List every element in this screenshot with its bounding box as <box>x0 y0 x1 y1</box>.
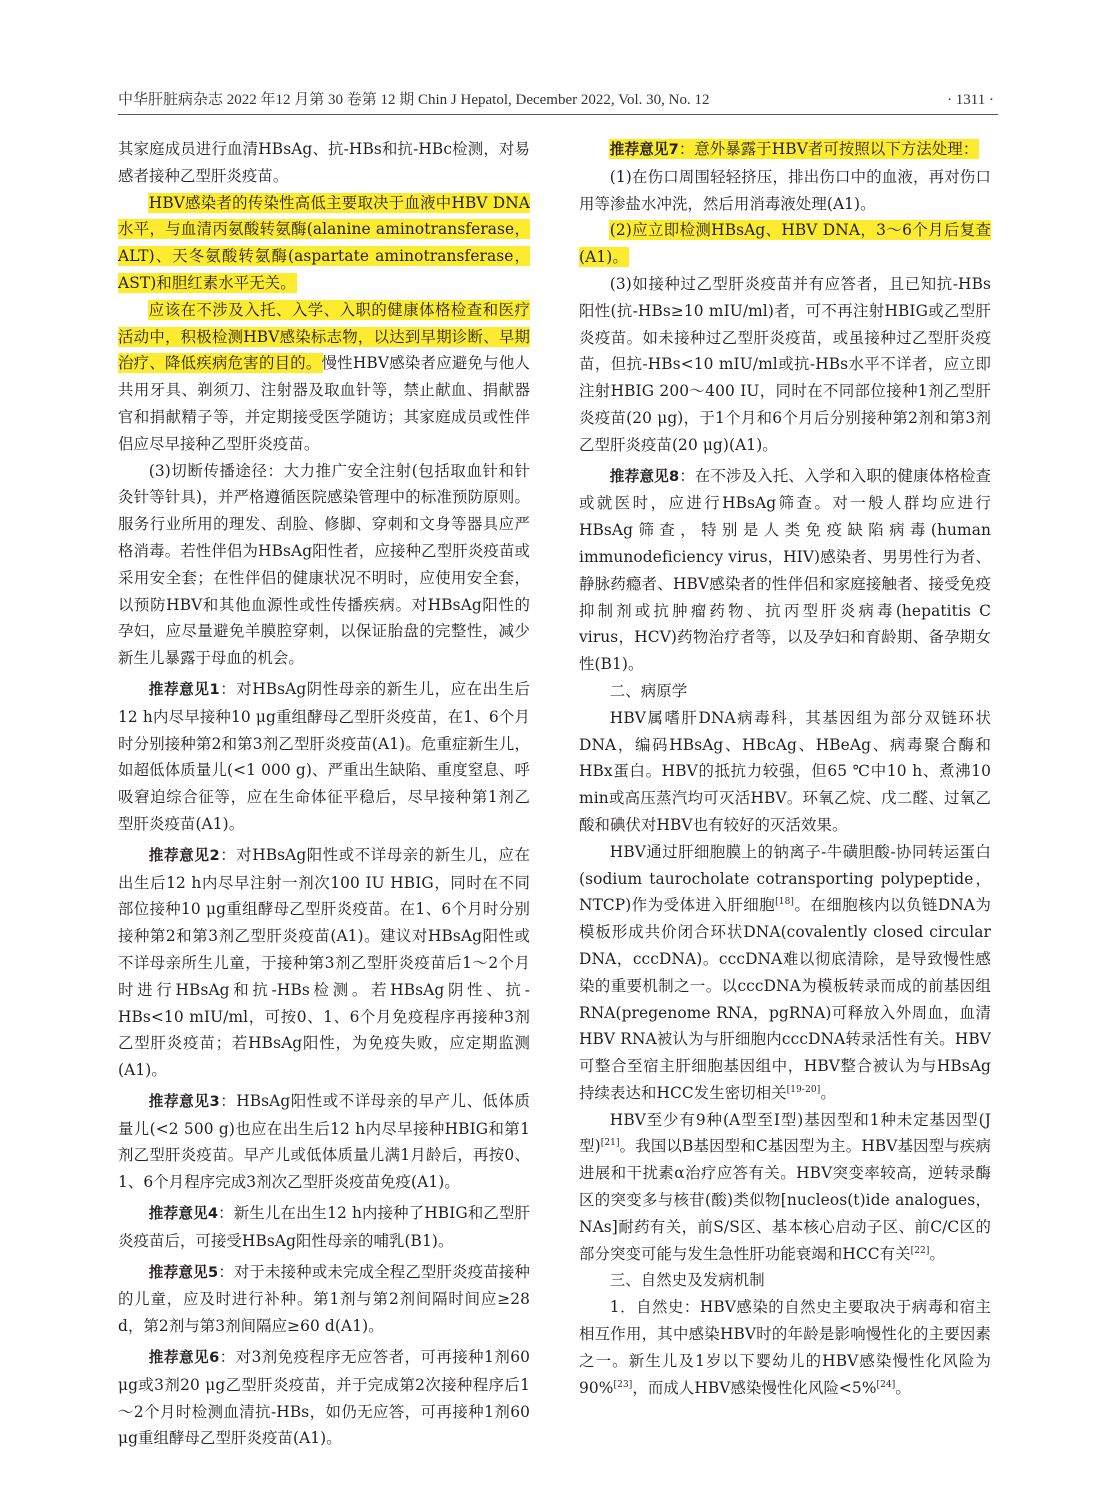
citation: [24] <box>876 1379 896 1390</box>
page-number: · 1311 · <box>947 92 994 108</box>
paragraph: HBV至少有9种(A型至I型)基因型和1种未定基因型(J型)[21]。我国以B基因型和C基因型为主。HBV基因型与疾病进展和干扰素α治疗应答有关。HBV突变率较高，逆转录酶区的突变多与核苷(酸)类似物[nucleos(t)ide analogues，NAs]耐药有关，前S/S区、基本核心启动子区、前C/C区的部分突变可能与发生急性肝功能衰竭和HCC有关[22]。 <box>579 1110 991 1263</box>
highlight: HBV感染者的传染性高低主要取决于血液中HBV DNA水平，与血清丙氨酸转氨酶(alanine aminotransferase，ALT)、天冬氨酸转氨酶(aspartate aminotransferase，AST)和胆红素水平无关。 <box>118 193 530 292</box>
paragraph: (3)切断传播途径：大力推广安全注射(包括取血针和针灸针等针具)，并严格遵循医院感染管理中的标准预防原则。服务行业所用的理发、刮脸、修脚、穿刺和文身等器具应严格消毒。若性伴侣为HBsAg阳性者，应接种乙型肝炎疫苗或采用安全套；在性伴侣的健康状况不明时，应使用安全套，以预防HBV和其他血源性或性传播疾病。对HBsAg阳性的孕妇，应尽量避免羊膜腔穿刺，以保证胎盘的完整性，减少新生儿暴露于母血的机会。 <box>118 461 530 668</box>
paragraph: (3)如接种过乙型肝炎疫苗并有应答者，且已知抗-HBs阳性(抗-HBs≥10 mIU/ml)者，可不再注射HBIG或乙型肝炎疫苗。如未接种过乙型肝炎疫苗，或虽接种过乙型肝炎疫苗，但抗-HBs<10 mIU/ml或抗-HBs水平不详者，应立即注射HBIG 200～400 IU，同时在不同部位接种1剂乙型肝炎疫苗(20 μg)，于1个月和6个月后分别接种第2剂和第3剂乙型肝炎疫苗(20 μg)(A1)。 <box>579 274 991 454</box>
recommendation-5: 推荐意见5：对于未接种或未完成全程乙型肝炎疫苗接种的儿童，应及时进行补种。第1剂与第2剂间隔时间应≥28 d，第2剂与第3剂间隔应≥60 d(A1)。 <box>118 1262 530 1336</box>
recommendation-2: 推荐意见2：对HBsAg阳性或不详母亲的新生儿，应在出生后12 h内尽早注射一剂次100 IU HBIG，同时在不同部位接种10 μg重组酵母乙型肝炎疫苗。在1、6个月时分别接种第2和第3剂乙型肝炎疫苗(A1)。建议对HBsAg阳性或不详母亲所生儿童，于接种第3剂乙型肝炎疫苗后1～2个月时进行HBsAg和抗-HBs检测。若HBsAg阴性、抗-HBs<10 mIU/ml，可按0、1、6个月免疫程序再接种3剂乙型肝炎疫苗；若HBsAg阳性，为免疫失败，应定期监测(A1)。 <box>118 845 531 1080</box>
left-column <box>118 136 530 1452</box>
recommendation-label: 推荐意见5 <box>148 1263 219 1281</box>
citation: [22] <box>910 1245 930 1256</box>
paragraph-highlighted <box>118 190 530 297</box>
paragraph: 其家庭成员进行血清HBsAg、抗-HBs和抗-HBc检测，对易感者接种乙型肝炎疫苗。 <box>118 140 530 185</box>
paragraph-highlighted <box>579 217 991 271</box>
recommendation-7 <box>579 136 991 164</box>
citation: [19-20] <box>786 1084 821 1095</box>
recommendation-label: 推荐意见7 <box>609 141 679 158</box>
citation: [23] <box>613 1379 633 1390</box>
section-heading: 二、病原学 <box>609 681 688 700</box>
recommendation-label: 推荐意见4 <box>148 1205 219 1223</box>
section-heading: 三、自然史及发病机制 <box>609 1271 765 1290</box>
recommendation-label: 推荐意见8 <box>609 467 680 485</box>
recommendation-label: 推荐意见2 <box>148 846 220 864</box>
recommendation-label: 推荐意见6 <box>148 1349 220 1367</box>
recommendation-6: 推荐意见6：对3剂免疫程序无应答者，可再接种1剂60 μg或3剂20 μg乙型肝炎疫苗，并于完成第2次接种程序后1～2个月时检测血清抗-HBs，如仍无应答，可再接种1剂60 μg重组酵母乙型肝炎疫苗(A1)。 <box>118 1348 530 1448</box>
journal-info: 中华肝脏病杂志 2022 年12 月第 30 卷第 12 期 Chin J Hepatol, December 2022, Vol. 30, No. 12 <box>118 92 710 108</box>
recommendation-label: 推荐意见3 <box>148 1092 220 1110</box>
highlight: 推荐意见7：意外暴露于HBV者可按照以下方法处理： <box>609 140 979 158</box>
paragraph: HBV通过肝细胞膜上的钠离子-牛磺胆酸-协同转运蛋白(sodium taurocholate cotransporting polypeptide，NTCP)作为受体进入肝细胞[18]。在细胞核内以负链DNA为模板形成共价闭合环状DNA(covalently closed circular DNA，cccDNA)。cccDNA难以彻底清除，是导致慢性感染的重要机制之一。以cccDNA为模板转录而成的前基因组RNA(pregenome RNA，pgRNA)可释放入外周血，血清HBV RNA被认为与肝细胞内cccDNA转录活性有关。HBV可整合至宿主肝细胞基因组中，HBV整合被认为与HBsAg持续表达和HCC发生密切相关[19-20]。 <box>579 842 991 1102</box>
paragraph: 1．自然史：HBV感染的自然史主要取决于病毒和宿主相互作用，其中感染HBV时的年龄是影响慢性化的主要因素之一。新生儿及1岁以下婴幼儿的HBV感染慢性化风险为90%[23]，而成人HBV感染慢性化风险<5%[24]。 <box>579 1298 991 1397</box>
highlight: 应该在不涉及入托、入学、入职的健康体格检查和医疗活动中，积极检测HBV感染标志物，以达到早期诊断、早期治疗、降低疾病危害的目的。 <box>118 300 530 373</box>
citation: [18] <box>775 897 795 908</box>
paragraph: 应该在不涉及入托、入学、入职的健康体格检查和医疗活动中，积极检测HBV感染标志物，以达到早期诊断、早期治疗、降低疾病危害的目的。慢性HBV感染者应避免与他人共用牙具、剃须刀、注射器及取血针等，禁止献血、捐献器官和捐献精子等，并定期接受医学随访；其家庭成员或性伴侣应尽早接种乙型肝炎疫苗。 <box>118 300 530 453</box>
highlight: (2)应立即检测HBsAg、HBV DNA，3～6个月后复查(A1)。 <box>579 221 991 267</box>
paragraph: (1)在伤口周围轻轻挤压，排出伤口中的血液，再对伤口用等渗盐水冲洗，然后用消毒液处理(A1)。 <box>579 167 991 213</box>
citation: [21] <box>600 1138 620 1149</box>
running-header <box>118 88 998 115</box>
recommendation-4: 推荐意见4：新生儿在出生12 h内接种了HBIG和乙型肝炎疫苗后，可接受HBsAg阳性母亲的哺乳(B1)。 <box>118 1204 531 1250</box>
recommendation-1: 推荐意见1：对HBsAg阴性母亲的新生儿，应在出生后12 h内尽早接种10 μg重组酵母乙型肝炎疫苗，在1、6个月时分别接种第2和第3剂乙型肝炎疫苗(A1)。危重症新生儿，如超低体质量儿(<1 000 g)、严重出生缺陷、重度窒息、呼吸窘迫综合征等，应在生命体征平稳后，尽早接种第1剂乙型肝炎疫苗(A1)。 <box>118 679 531 833</box>
recommendation-3: 推荐意见3：HBsAg阳性或不详母亲的早产儿、低体质量儿(<2 500 g)也应在出生后12 h内尽早接种HBIG和第1剂乙型肝炎疫苗。早产儿或低体质量儿满1月龄后，再按0、1、6个月程序完成3剂次乙型肝炎疫苗免疫(A1)。 <box>118 1091 531 1192</box>
right-column <box>579 136 991 1401</box>
paragraph: HBV属嗜肝DNA病毒科，其基因组为部分双链环状DNA，编码HBsAg、HBcAg、HBeAg、病毒聚合酶和HBx蛋白。HBV的抵抗力较强，但65 ℃中10 h、煮沸10 min或高压蒸汽均可灭活HBV。环氧乙烷、戊二醛、过氧乙酸和碘伏对HBV也有较好的灭活效果。 <box>579 708 991 834</box>
recommendation-label: 推荐意见1 <box>148 680 220 698</box>
recommendation-8: 推荐意见8：在不涉及入托、入学和入职的健康体格检查或就医时，应进行HBsAg筛查。对一般人群均应进行HBsAg筛查，特别是人类免疫缺陷病毒(human immunodeficiency virus，HIV)感染者、男男性行为者、静脉药瘾者、HBV感染者的性伴侣和家庭接触者、接受免疫抑制剂或抗肿瘤药物、抗丙型肝炎病毒(hepatitis C virus，HCV)药物治疗者等，以及孕妇和育龄期、备孕期女性(B1)。 <box>579 466 991 674</box>
